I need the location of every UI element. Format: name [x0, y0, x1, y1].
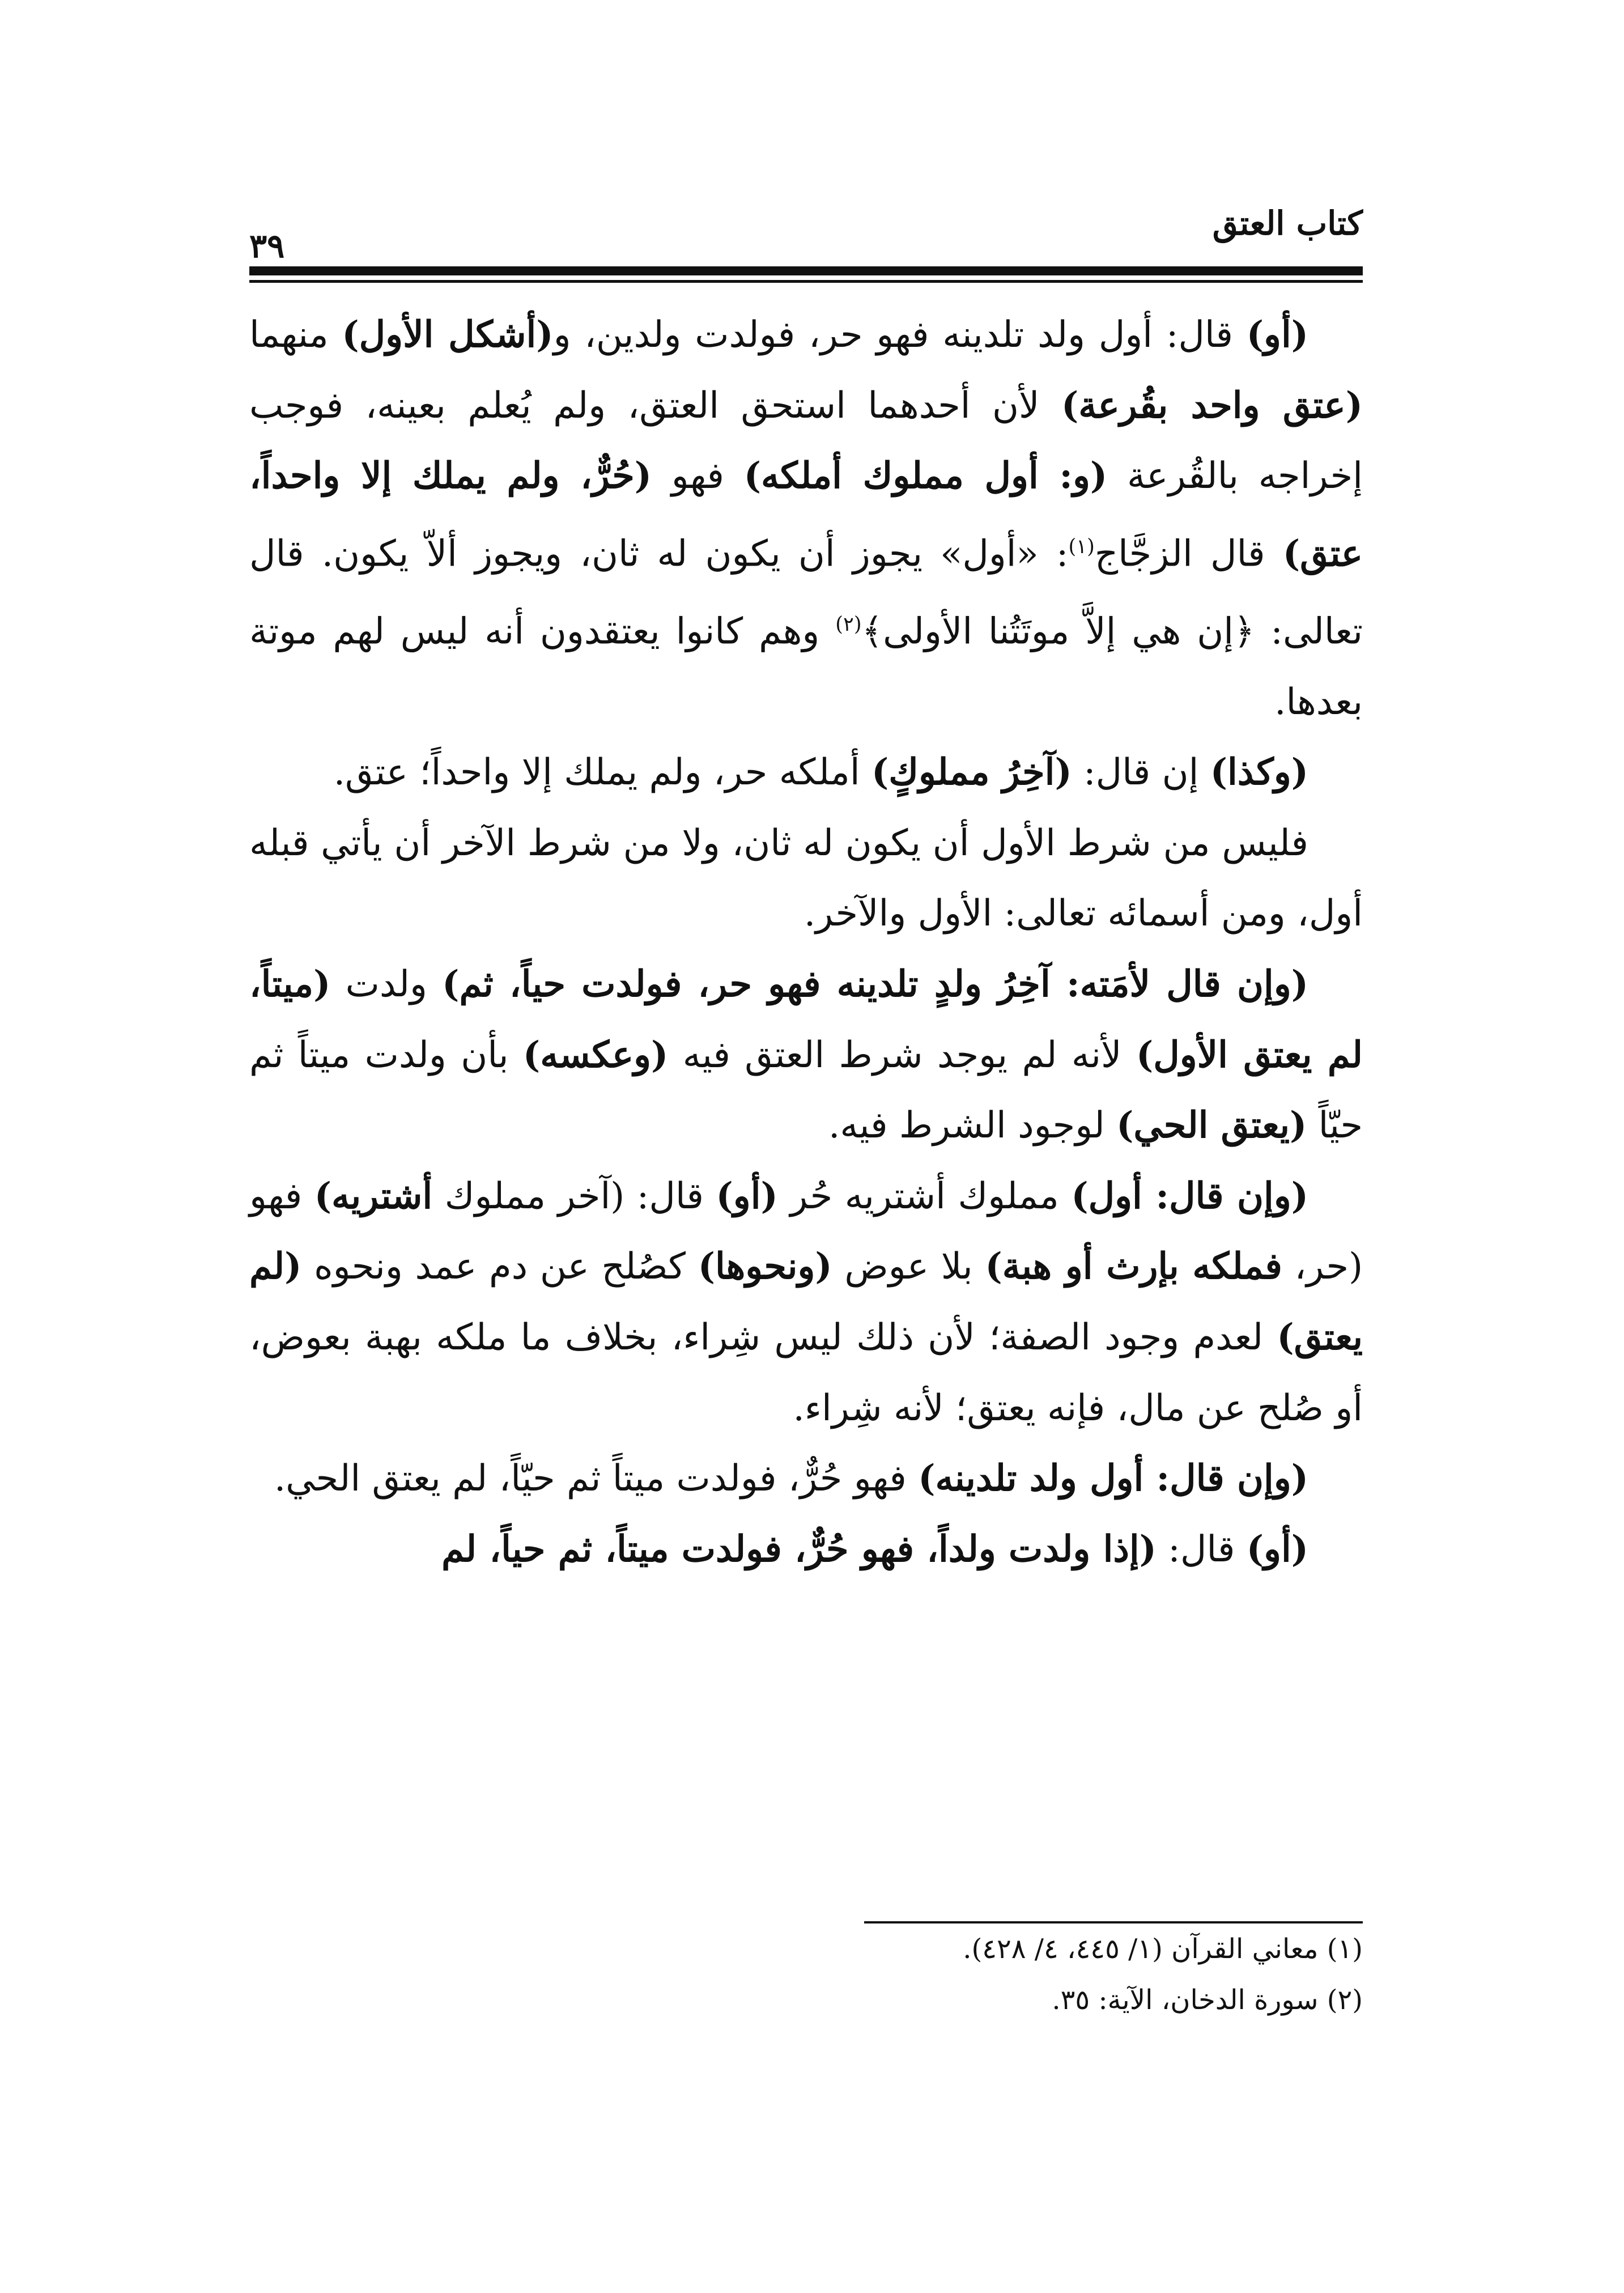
commentary-text: فهو (حر، [249, 1175, 1363, 1288]
bold-matn-text: (وإن قال: أول ولد تلدينه) [918, 1457, 1308, 1500]
commentary-text: بلا عوض [832, 1246, 985, 1288]
body-text [249, 300, 1363, 1585]
commentary-text: إن قال: [1072, 751, 1210, 794]
footnote-ref: (٢) [835, 612, 862, 636]
commentary-text: لأنه لم يوجد شرط العتق فيه [668, 1034, 1136, 1076]
paragraph [249, 737, 1363, 808]
bold-matn-text: (أشكل الأول) [342, 313, 554, 356]
bold-matn-text: (وإن قال: أول) [1071, 1174, 1309, 1217]
footnote-2: (٢) سورة الدخان، الآية: ٣٥. [1052, 1984, 1363, 2016]
bold-matn-text: (وعكسه) [522, 1033, 669, 1076]
commentary-text: كصُلح عن دم عمد ونحوه [301, 1246, 698, 1288]
chapter-title: كتاب العتق [1212, 204, 1363, 243]
paragraph [249, 808, 1363, 949]
page-header [249, 170, 1363, 266]
commentary-text: فهو حُرٌّ، فولدت ميتاً ثم حيّاً، لم يعتق الحي. [274, 1458, 919, 1500]
bold-matn-text: (إذا ولدت ولداً، فهو حُرٌّ، فولدت ميتاً، ثم حياً، لم [441, 1527, 1157, 1570]
bold-matn-text: (ميتاً، لم يعتق الأول) [249, 963, 1363, 1076]
commentary-text: فهو [652, 455, 744, 498]
bold-matn-text: (وإن قال لأمَته: آخِرُ ولدٍ تلدينه فهو حر، فولدت حياً، ثم) [442, 963, 1309, 1005]
footnote-ref: (١) [1068, 534, 1095, 558]
commentary-text: بأن ولدت ميتاً ثم حيّاً [249, 1034, 1363, 1147]
bold-matn-text: (وكذا) [1210, 751, 1308, 794]
commentary-text: قال: أول ولد تلدينه فهو حر، فولدت ولدين، و [553, 314, 1247, 356]
commentary-text: ولدت [330, 963, 443, 1005]
commentary-text: قال: (آخر مملوك [432, 1175, 716, 1217]
header-rule-thick [249, 266, 1363, 275]
commentary-text: لوجود الشرط فيه. [828, 1105, 1117, 1147]
commentary-text: مملوك أشتريه حُر [777, 1175, 1072, 1217]
paragraph [249, 1161, 1363, 1443]
footnote-1: (١) معاني القرآن (١/ ٤٤٥، ٤/ ٤٢٨). [963, 1933, 1363, 1965]
commentary-text: منهما [249, 314, 342, 356]
bold-matn-text: أشتريه) [314, 1174, 433, 1217]
commentary-text: قال: [1156, 1528, 1247, 1570]
bold-matn-text: فملكه بإرث أو هبة) [985, 1245, 1282, 1288]
book-page [249, 170, 1363, 1585]
bold-matn-text: (لم يعتق) [249, 1245, 1363, 1358]
paragraph [249, 300, 1363, 737]
page-number: ٣٩ [249, 227, 285, 265]
bold-matn-text: (أو) [716, 1174, 778, 1217]
footnotes [249, 1921, 1363, 2026]
commentary-text: وهم كانوا يعتقدون أنه ليس لهم موتة بعدها. [249, 610, 1363, 723]
bold-matn-text: (و: أول مملوك أملكه) [743, 455, 1108, 498]
paragraph [249, 1443, 1363, 1514]
commentary-text: فليس من شرط الأول أن يكون له ثان، ولا من شرط الآخر أن يأتي قبله أول، ومن أسمائه تعالى: الأول والآخر. [249, 822, 1363, 935]
bold-matn-text: (حُرٌّ، ولم يملك إلا واحداً، عتق) [249, 455, 1363, 575]
bold-matn-text: (ونحوها) [698, 1245, 832, 1288]
commentary-text: لأن أحدهما استحق العتق، ولم يُعلم بعينه، فوجب إخراجه بالقُرعة [249, 384, 1363, 498]
header-rule-thin [249, 280, 1363, 283]
bold-matn-text: (عتق واحد بقُرعة) [1061, 384, 1363, 427]
paragraph [249, 949, 1363, 1161]
paragraph [249, 1514, 1363, 1585]
commentary-text: لعدم وجود الصفة؛ لأن ذلك ليس شِراء، بخلاف ما ملكه بهبة بعوض، أو صُلح عن مال، فإنه يعتق؛ لأنه شِراء. [249, 1316, 1363, 1429]
bold-matn-text: (أو) [1246, 313, 1308, 356]
commentary-text: أملكه حر، ولم يملك إلا واحداً؛ عتق. [333, 751, 871, 794]
bold-matn-text: (آخِرُ مملوكٍ) [871, 751, 1072, 794]
commentary-text: : «أول» يجوز أن يكون له ثان، ويجوز ألاّ يكون. قال تعالى: ﴿إن هي إلاَّ موتَتُنا الأولى﴾ [249, 533, 1363, 653]
commentary-text: قال الزجَّاج [1094, 533, 1283, 575]
bold-matn-text: (يعتق الحي) [1116, 1104, 1307, 1147]
bold-matn-text: (أو) [1246, 1527, 1308, 1570]
